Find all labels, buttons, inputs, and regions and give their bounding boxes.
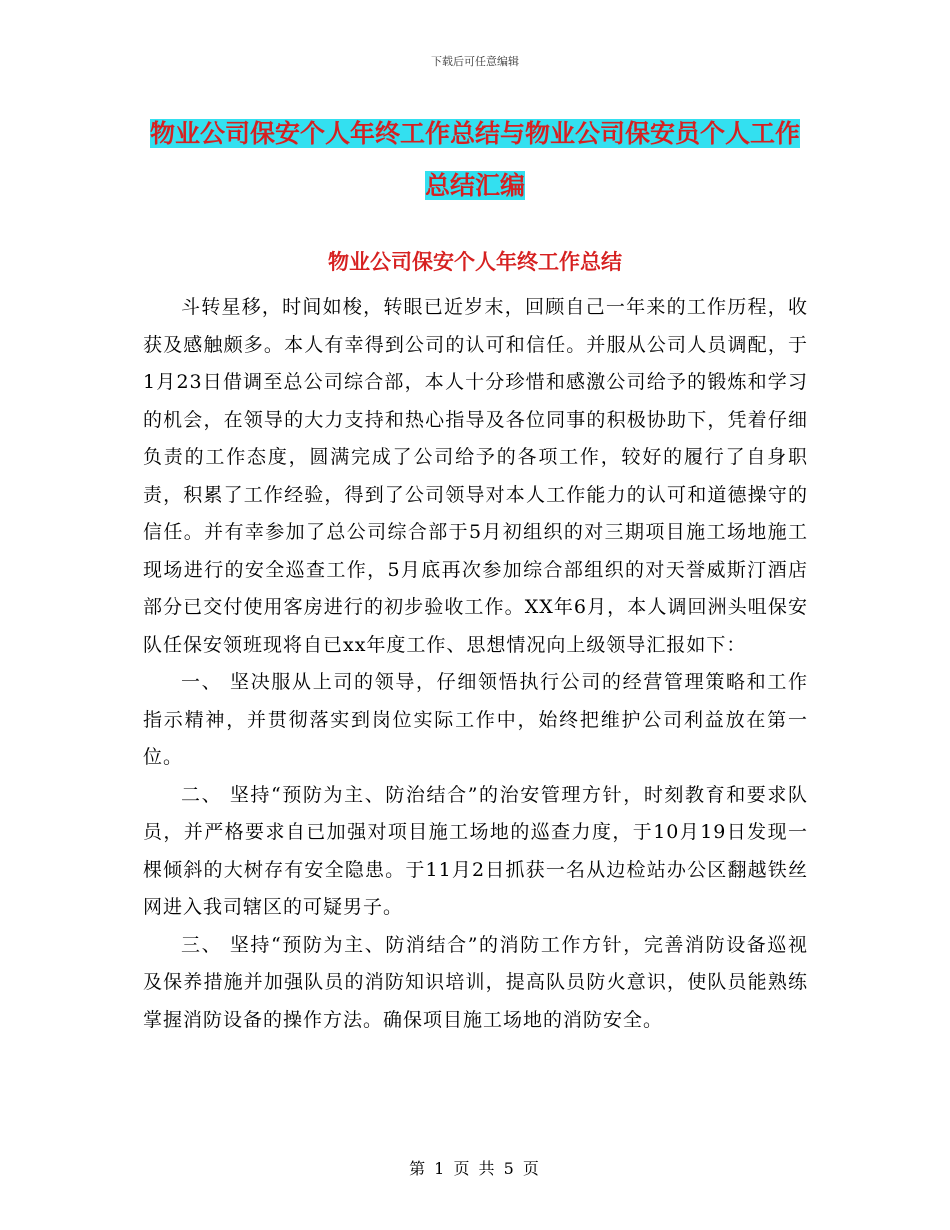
paragraph-item-3: 三、 坚持“预防为主、防消结合”的消防工作方针，完善消防设备巡视及保养措施并加强队员的消防知识培训，提高队员防火意识，使队员能熟练掌握消防设备的操作方法。确保项目施工场地的消防安全。	[143, 933, 808, 1031]
paragraph-intro: 斗转星移，时间如梭，转眼已近岁末，回顾自己一年来的工作历程，收获及感触颇多。本人有幸得到公司的认可和信任。并服从公司人员调配，于1月23日借调至总公司综合部，本人十分珍惜和感激公司给予的锻炼和学习的机会，在领导的大力支持和热心指导及各位同事的积极协助下，凭着仔细负责的工作态度，圆满完成了公司给予的各项工作，较好的履行了自身职责，积累了工作经验，得到了公司领导对本人工作能力的认可和道德操守的信任。并有幸参加了总公司综合部于5月初组织的对三期项目施工场地施工现场进行的安全巡查工作，5月底再次参加综合部组织的对天誉威斯汀酒店部分已交付使用客房进行的初步验收工作。XX年6月，本人调回洲头咀保安队任保安领班现将自已xx年度工作、思想情况向上级领导汇报如下：	[143, 296, 808, 656]
paragraph-item-2: 二、 坚持“预防为主、防治结合”的治安管理方针，时刻教育和要求队员，并严格要求自已加强对项目施工场地的巡查力度，于10月19日发现一棵倾斜的大树存有安全隐患。于11月2日抓获一名从边检站办公区翻越铁丝网进入我司辖区的可疑男子。	[143, 783, 808, 918]
body-text	[143, 289, 808, 1039]
page-number: 第 1 页 共 5 页	[409, 1159, 541, 1178]
document-title	[150, 108, 800, 212]
paragraph-item-1: 一、 坚决服从上司的领导，仔细领悟执行公司的经营管理策略和工作 指示精神，并贯彻落实到岗位实际工作中，始终把维护公司利益放在第一位。	[143, 671, 808, 768]
section-title: 物业公司保安个人年终工作总结	[328, 249, 622, 274]
document-title-text: 物业公司保安个人年终工作总结与物业公司保安员个人工作总结汇编	[150, 119, 801, 200]
download-note: 下载后可任意编辑	[431, 55, 519, 68]
